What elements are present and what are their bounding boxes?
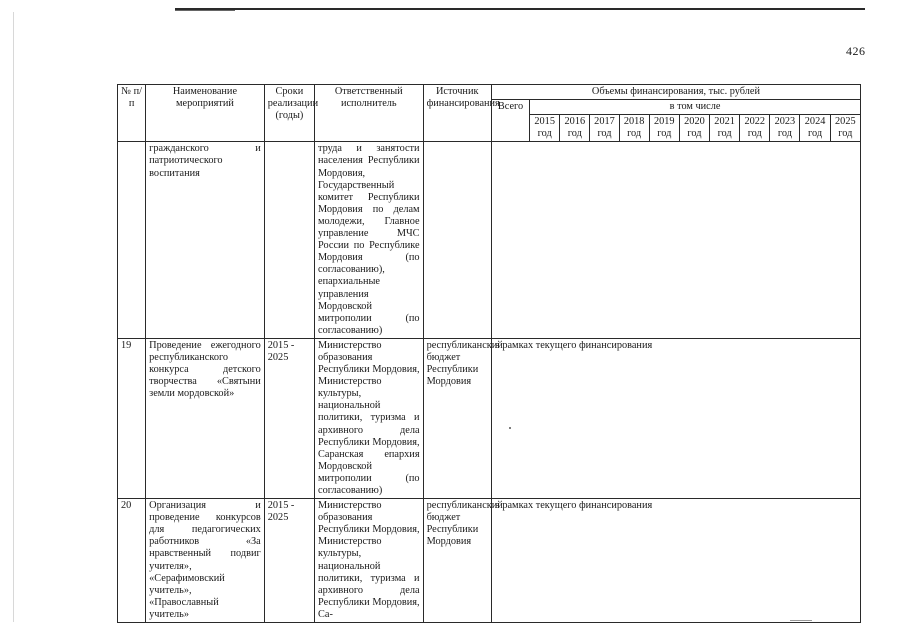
row-funding: в рамках текущего финансирования <box>491 499 860 623</box>
header-terms: Сроки реализации (годы) <box>264 85 314 142</box>
header-year: 2023 год <box>770 115 800 142</box>
header-year: 2024 год <box>800 115 830 142</box>
row-funding: в рамках текущего финансирования <box>491 338 860 498</box>
header-year: 2025 год <box>830 115 860 142</box>
header-year: 2020 год <box>679 115 709 142</box>
row-responsible: труда и занятости населения Республики Мордовия, Государственный комитет Республики Мордовия по делам молодежи, Главное управление МЧС России по Республике Мордовия (по согласованию), епархиальные управления Мордовской митрополии (по согласованию) <box>315 142 424 339</box>
funding-plan-table <box>117 84 861 623</box>
scan-dash <box>790 620 812 621</box>
header-year: 2016 год <box>560 115 590 142</box>
header-total: Всего <box>491 100 529 142</box>
header-year: 2018 год <box>619 115 649 142</box>
table-row <box>118 499 861 623</box>
table-row <box>118 338 861 498</box>
page-number: 426 <box>846 44 866 58</box>
row-terms: 2015 - 2025 <box>264 499 314 623</box>
row-num: 20 <box>118 499 146 623</box>
scan-margin-line <box>13 12 14 622</box>
header-year: 2022 год <box>740 115 770 142</box>
header-source: Источник финансирования <box>423 85 491 142</box>
row-name: Проведение ежегодного республиканского конкурса детского творчества «Святыни земли мордовской» <box>146 338 265 498</box>
header-responsible: Ответственный исполнитель <box>315 85 424 142</box>
header-name: Наименование мероприятий <box>146 85 265 142</box>
row-source: республиканский бюджет Республики Мордовия <box>423 338 491 498</box>
header-row-1 <box>118 85 861 100</box>
row-source <box>423 142 491 339</box>
row-responsible: Министерство образования Республики Мордовия, Министерство культуры, национальной политики, туризма и архивного дела Республики Мордовия, Са- <box>315 499 424 623</box>
header-year: 2019 год <box>649 115 679 142</box>
scan-speck <box>509 427 511 429</box>
header-including: в том числе <box>530 100 861 115</box>
header-year: 2015 год <box>530 115 560 142</box>
row-terms: 2015 - 2025 <box>264 338 314 498</box>
row-num: 19 <box>118 338 146 498</box>
row-name: гражданского и патриотического воспитания <box>146 142 265 339</box>
header-num: № п/п <box>118 85 146 142</box>
header-year: 2017 год <box>590 115 619 142</box>
row-terms <box>264 142 314 339</box>
row-responsible: Министерство образования Республики Мордовия, Министерство культуры, национальной политики, туризма и архивного дела Республики Мордовия, Саранская епархия Мордовской митрополии (по согласованию) <box>315 338 424 498</box>
header-year: 2021 год <box>710 115 740 142</box>
top-rule <box>175 8 865 10</box>
table-row <box>118 142 861 339</box>
row-funding <box>491 142 860 339</box>
header-funding: Объемы финансирования, тыс. рублей <box>491 85 860 100</box>
top-rule-fragment <box>175 10 235 11</box>
row-num <box>118 142 146 339</box>
row-name: Организация и проведение конкурсов для педагогических работников «За нравственный подвиг учителя», «Серафимовский учитель», «Православный учитель» <box>146 499 265 623</box>
row-source: республиканский бюджет Республики Мордовия <box>423 499 491 623</box>
